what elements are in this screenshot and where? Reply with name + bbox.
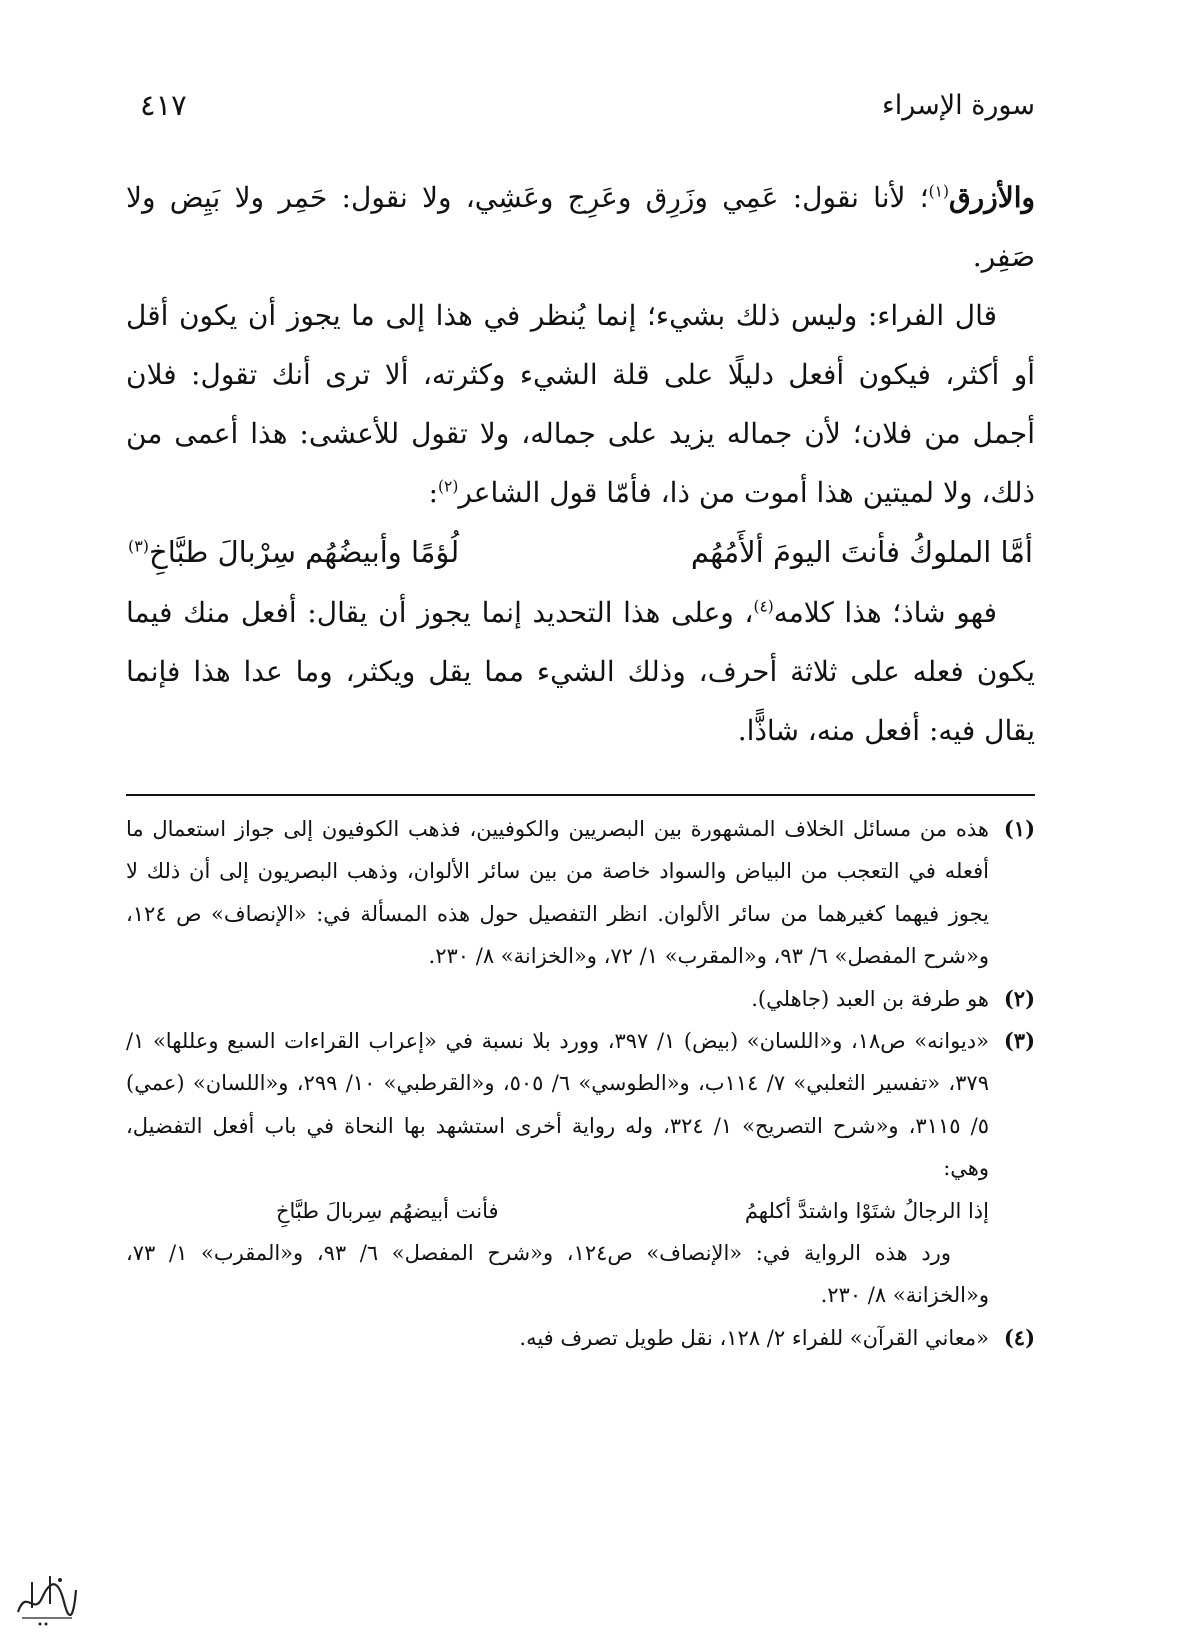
main-text (126, 168, 1035, 760)
paragraph-2 (126, 286, 1035, 522)
calligraphy-logo-icon (14, 1568, 80, 1628)
footnote-separator (126, 794, 1035, 796)
footnote-number: (٤) (1003, 1324, 1035, 1350)
footnote-number: (٣) (1003, 1028, 1035, 1054)
footnote-number: (١) (1003, 816, 1035, 841)
footnote-text: هذه من مسائل الخلاف المشهورة بين البصريين والكوفيين، فذهب الكوفيون إلى جواز استعمال ما أفعله في التعجب من البياض والسواد خاصة من بين سائر الألوان، وذهب البصريون إلى أن ذلك لا يجوز فيهما كغيرهما من سائر الألوان. انظر التفصيل حول هذه المسألة في: «الإنصاف» ص ١٢٤، و«شرح المفصل» ٦/ ٩٣، و«المقرب» ١/ ٧٢، و«الخزانة» ٨/ ٢٣٠. (126, 817, 989, 969)
paragraph-3-body: ، وعلى هذا التحديد إنما يجوز أن يقال: أفعل منك فيما يكون فعله على ثلاثة أحرف، وذلك الشيء مما يقل ويكثر، وما عدا هذا فإنما يقال فيه: أفعل منه، شاذًّا. (126, 596, 1035, 747)
paragraph-1-lead: والأزرق (948, 181, 1035, 214)
footnote-3 (126, 1020, 1035, 1317)
footnote-1 (126, 808, 1035, 978)
paragraph-1 (126, 168, 1035, 286)
paragraph-1-body: ؛ لأنا نقول: عَمِي وزَرِق وعَرِج وعَشِي، ولا نقول: حَمِر ولا بَيِض ولا صَفِر. (126, 181, 1035, 273)
page-header (140, 80, 1035, 130)
footnote-2 (126, 978, 1035, 1020)
footnotes (126, 808, 1035, 1359)
footnote-verse-first: إذا الرجالُ شتَوْا واشتدَّ أكلهمُ (744, 1198, 989, 1223)
verse-first-hemistich: أمَّا الملوكُ فأنتَ اليومَ ألأَمُهُم (690, 535, 1033, 569)
paragraph-3 (126, 583, 1035, 760)
verse-second-text: لُؤمًا وأبيضُهُم سِرْبالَ طبَّاخِ (149, 535, 460, 569)
footnote-4 (126, 1317, 1035, 1359)
footnote-text: «معاني القرآن» للفراء ٢/ ١٢٨، نقل طويل تصرف فيه. (519, 1325, 989, 1350)
verse-second-hemistich (128, 522, 459, 583)
page-number: ٤١٧ (140, 88, 187, 122)
footnote-verse (126, 1190, 989, 1232)
footnote-text: هو طرفة بن العبد (جاهلي). (751, 986, 989, 1011)
footnote-ref-4: (٤) (753, 597, 774, 616)
footnote-verse-second: فأنت أبيضهُم سِربالَ طبَّاخِ (276, 1198, 499, 1223)
footnote-ref-2: (٢) (438, 477, 459, 496)
footnote-ref-1: (١) (928, 182, 949, 201)
running-title: سورة الإسراء (882, 89, 1035, 121)
poetry-verse (126, 522, 1035, 583)
paragraph-2-end: : (428, 476, 439, 509)
footnote-text: «ديوانه» ص١٨، و«اللسان» (بيض) ١/ ٣٩٧، وورد بلا نسبة في «إعراب القراءات السبع وعللها» ١/ ٣٧٩، «تفسير الثعلبي» ٧/ ١١٤ب، و«الطوسي» ٦/ ٥٠٥، و«القرطبي» ١٠/ ٢٩٩، و«اللسان» (عمي) ٥/ ٣١١٥، و«شرح التصريح» ١/ ٣٢٤، وله رواية أخرى استشهد بها النحاة في باب أفعل التفضيل، وهي: (126, 1029, 989, 1181)
paragraph-3-lead: فهو شاذ؛ هذا كلامه (773, 596, 997, 629)
footnote-text-after: ورد هذه الرواية في: «الإنصاف» ص١٢٤، و«شرح المفصل» ٦/ ٩٣، و«المقرب» ١/ ٧٣، و«الخزانة» ٨/ ٢٣٠. (126, 1241, 989, 1308)
footnote-number: (٢) (1003, 985, 1035, 1011)
footnote-ref-3: (٣) (128, 536, 149, 556)
paragraph-2-body: قال الفراء: وليس ذلك بشيء؛ إنما يُنظر في هذا إلى ما يجوز أن يكون أقل أو أكثر، فيكون أفعل دليلًا على قلة الشيء وكثرته، ألا ترى أنك تقول: فلان أجمل من فلان؛ لأن جماله يزيد على جماله، ولا تقول للأعشى: هذا أعمى من ذلك، ولا لميتين هذا أموت من ذا، فأمّا قول الشاعر (126, 299, 1035, 509)
